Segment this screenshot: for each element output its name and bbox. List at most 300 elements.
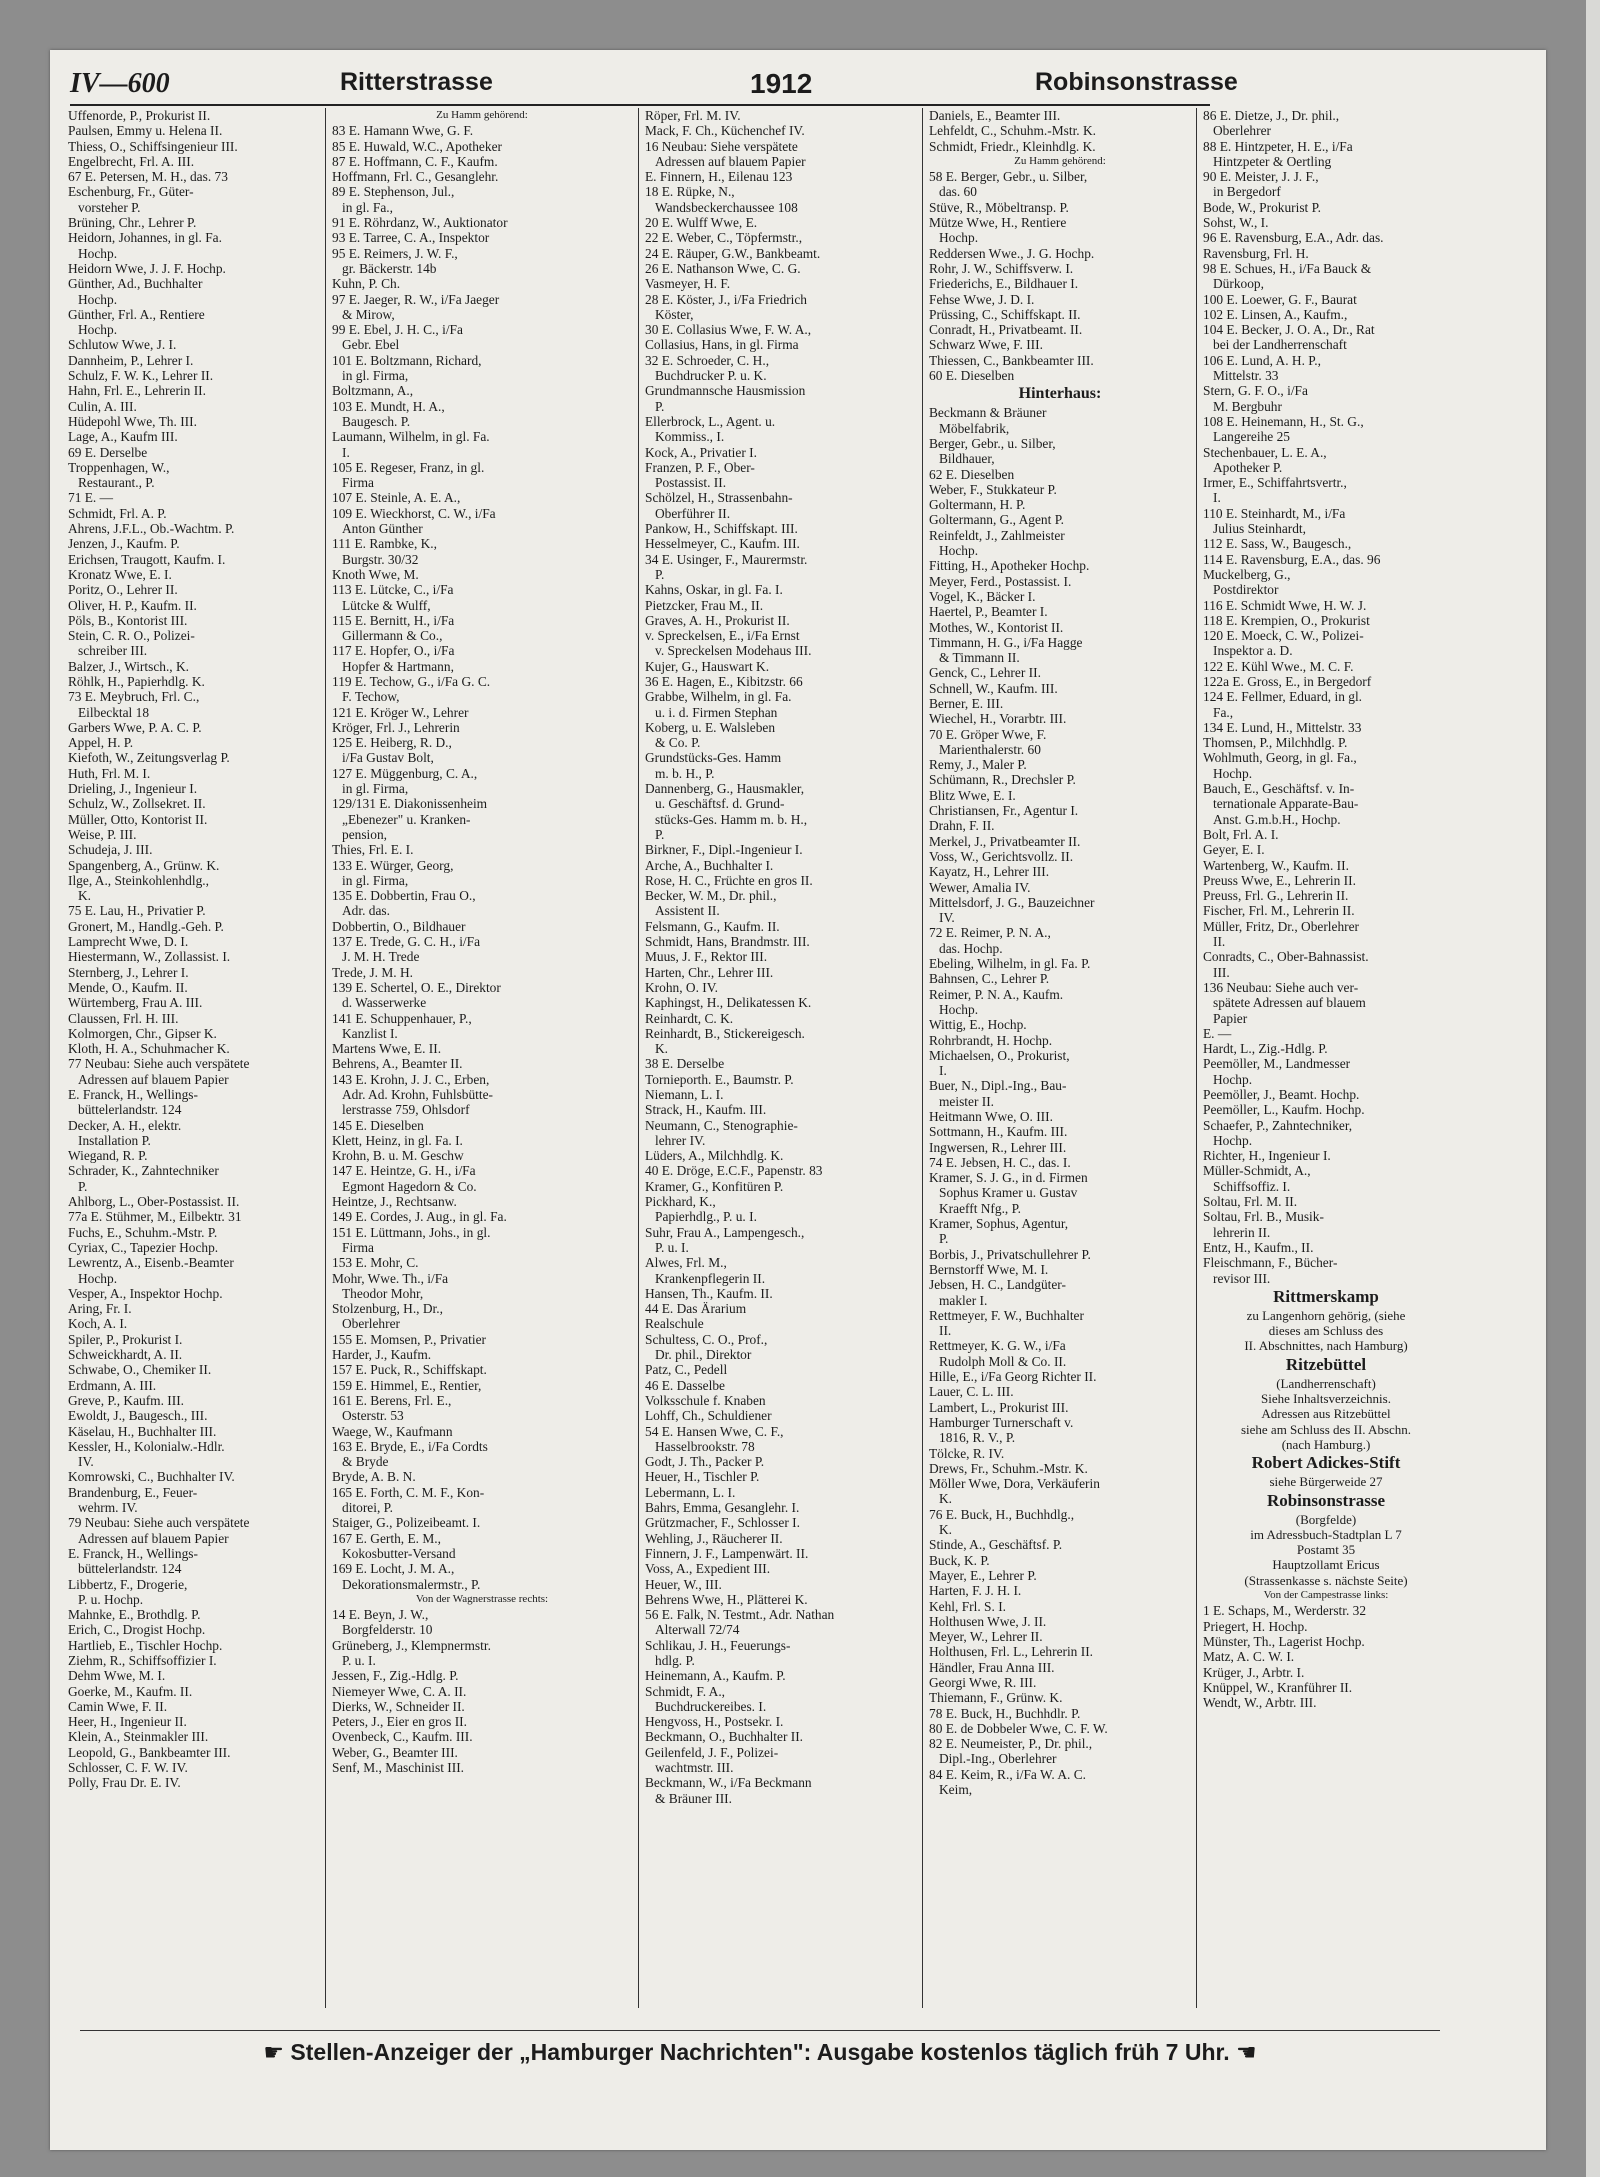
directory-entry: bei der Landherrenschaft <box>1213 337 1347 353</box>
directory-entry: I. <box>939 1063 947 1079</box>
directory-entry: Dekorationsmalermstr., P. <box>342 1576 481 1592</box>
directory-entry: Hesselmeyer, C., Kaufm. III. <box>645 536 800 552</box>
directory-entry: in gl. Firma, <box>342 781 409 797</box>
directory-entry: 56 E. Falk, N. Testmt., Adr. Nathan <box>645 1607 835 1623</box>
directory-entry: Ovenbeck, C., Kaufm. III. <box>332 1729 473 1745</box>
directory-entry: Müller, Fritz, Dr., Oberlehrer <box>1203 918 1360 934</box>
directory-entry: Borbis, J., Privatschullehrer P. <box>929 1246 1091 1262</box>
directory-entry: P. <box>655 566 665 582</box>
directory-entry: Jebsen, H. C., Landgüter- <box>929 1277 1066 1293</box>
section-note: dieses am Schluss des <box>1268 1323 1384 1339</box>
directory-entry: 26 E. Nathanson Wwe, C. G. <box>645 260 801 276</box>
directory-entry: Matz, A. C. W. I. <box>1203 1649 1295 1665</box>
directory-entry: Köster, <box>655 306 694 322</box>
directory-entry: Sohst, W., I. <box>1203 215 1269 231</box>
directory-entry: Realschule <box>645 1316 704 1332</box>
section-note: Von der Campestrasse links: <box>1263 1589 1389 1602</box>
page-header <box>70 64 1238 106</box>
directory-entry: pension, <box>342 826 388 842</box>
directory-entry: Brandenburg, E., Feuer- <box>68 1484 198 1500</box>
directory-entry: II. <box>1213 934 1226 950</box>
directory-entry: 71 E. — <box>68 490 114 506</box>
directory-entry: Spiler, P., Prokurist I. <box>68 1331 183 1347</box>
directory-entry: Anton Günther <box>342 521 423 537</box>
directory-entry: Culin, A. III. <box>68 398 137 414</box>
directory-entry: Dannenberg, G., Hausmakler, <box>645 781 805 797</box>
directory-entry: Adr. das. <box>342 903 390 919</box>
directory-entry: Rohrbrandt, H. Hochp. <box>929 1032 1053 1048</box>
section-note: siehe Bürgerweide 27 <box>1269 1474 1383 1490</box>
directory-entry: Kessler, H., Kolonialw.-Hdlr. <box>68 1438 225 1454</box>
directory-entry: Rudolph Moll & Co. II. <box>939 1353 1067 1369</box>
directory-entry: Felsmann, G., Kaufm. II. <box>645 918 780 934</box>
directory-entry: Niemann, L. I. <box>645 1087 724 1102</box>
directory-entry: Hengvoss, H., Postsekr. I. <box>645 1714 784 1730</box>
directory-entry: Papier <box>1213 1010 1248 1026</box>
directory-entry: Irmer, E., Schiffahrtsvertr., <box>1203 475 1347 491</box>
directory-entry: Volksschule f. Knaben <box>645 1392 766 1408</box>
directory-entry: Beckmann & Bräuner <box>929 405 1047 421</box>
directory-entry: Ahrens, J.F.L., Ob.-Wachtm. P. <box>68 521 235 537</box>
section-heading: Robinsonstrasse <box>1266 1490 1386 1510</box>
directory-entry: Buer, N., Dipl.-Ing., Bau- <box>929 1078 1067 1094</box>
directory-entry: Hochp. <box>939 1001 979 1017</box>
directory-entry: Leopold, G., Bankbeamter III. <box>68 1744 231 1760</box>
footer-ad <box>80 2030 1440 2066</box>
directory-entry: Kramer, G., Konfitüren P. <box>645 1178 784 1194</box>
directory-entry: Behrens, A., Beamter II. <box>332 1056 463 1072</box>
section-note: zu Langenhorn gehörig, (siehe <box>1246 1307 1406 1323</box>
scan-edge <box>1586 0 1600 2177</box>
directory-entry: Grundmannsche Hausmission <box>645 383 806 399</box>
directory-entry: Käselau, H., Buchhalter III. <box>68 1423 217 1439</box>
directory-entry: lehrerin II. <box>1213 1224 1271 1240</box>
section-heading: Hinterhaus: <box>1018 385 1102 403</box>
directory-entry: K. <box>78 888 92 904</box>
directory-entry: E. Finnern, H., Eilenau 123 <box>645 169 793 185</box>
directory-entry: 54 E. Hansen Wwe, C. F., <box>645 1423 784 1439</box>
directory-entry: 129/131 E. Diakonissenheim <box>332 796 488 812</box>
directory-entry: Niemeyer Wwe, C. A. II. <box>332 1683 467 1699</box>
directory-entry: Berger, Gebr., u. Silber, <box>929 435 1056 451</box>
directory-entry: Müller-Schmidt, A., <box>1203 1163 1311 1179</box>
directory-entry: meister II. <box>939 1093 995 1109</box>
directory-entry: & Timmann II. <box>939 650 1020 666</box>
directory-entry: Borgfelderstr. 10 <box>342 1622 433 1638</box>
directory-entry: Möller Wwe, Dora, Verkäuferin <box>929 1476 1100 1492</box>
directory-entry: Goltermann, H. P. <box>929 497 1026 513</box>
directory-entry: 143 E. Krohn, J. J. C., Erben, <box>332 1071 490 1087</box>
directory-entry: Geyer, E. I. <box>1203 842 1265 858</box>
directory-entry: 97 E. Jaeger, R. W., i/Fa Jaeger <box>332 291 500 307</box>
pointing-hand-icon: ☛ <box>263 2040 285 2066</box>
directory-entry: 111 E. Rambke, K., <box>332 536 437 552</box>
directory-entry: Assistent II. <box>655 903 720 919</box>
directory-entry: Peemöller, L., Kaufm. Hochp. <box>1203 1102 1365 1118</box>
directory-entry: Laumann, Wilhelm, in gl. Fa. <box>332 429 490 445</box>
directory-entry: i/Fa Gustav Bolt, <box>342 750 434 766</box>
directory-entry: Sottmann, H., Kaufm. III. <box>929 1124 1068 1140</box>
directory-entry: 74 E. Jebsen, H. C., das. I. <box>929 1154 1071 1170</box>
directory-entry: Ellerbrock, L., Agent. u. <box>645 413 776 429</box>
directory-entry: Kröger, Frl. J., Lehrerin <box>332 719 460 735</box>
directory-entry: 101 E. Boltzmann, Richard, <box>332 352 482 368</box>
directory-entry: Hahn, Frl. E., Lehrerin II. <box>68 383 206 399</box>
directory-entry: Beckmann, W., i/Fa Beckmann <box>645 1775 812 1791</box>
section-note: siehe am Schluss des II. Abschn. <box>1240 1421 1412 1437</box>
year: 1912 <box>750 68 813 99</box>
directory-entry: Hamburger Turnerschaft v. <box>929 1414 1074 1430</box>
directory-entry: Wittig, E., Hochp. <box>929 1017 1027 1033</box>
directory-entry: Heitmann Wwe, O. III. <box>929 1109 1053 1124</box>
directory-entry: 93 E. Tarree, C. A., Inspektor <box>332 230 490 246</box>
directory-entry: 105 E. Regeser, Franz, in gl. <box>332 459 485 475</box>
directory-entry: Koch, A. I. <box>68 1316 128 1332</box>
directory-entry: Vasmeyer, H. F. <box>645 276 731 292</box>
directory-entry: 122 E. Kühl Wwe., M. C. F. <box>1203 658 1354 674</box>
directory-entry: Mittelsdorf, J. G., Bauzeichner <box>929 894 1095 910</box>
directory-entry: Wehling, J., Räucherer II. <box>645 1530 783 1546</box>
directory-entry: Behrens Wwe, H., Plätterei K. <box>645 1591 808 1607</box>
directory-entry: Oliver, H. P., Kaufm. II. <box>68 597 197 613</box>
directory-entry: 24 E. Räuper, G.W., Bankbeamt. <box>645 245 821 261</box>
directory-entry: 165 E. Forth, C. M. F., Kon- <box>332 1484 485 1500</box>
section-note: II. Abschnittes, nach Hamburg) <box>1244 1338 1408 1354</box>
directory-entry: 113 E. Lütcke, C., i/Fa <box>332 582 454 598</box>
directory-entry: 141 E. Schuppenhauer, P., <box>332 1010 472 1026</box>
directory-entry: 100 E. Loewer, G. F., Baurat <box>1203 291 1357 307</box>
directory-entry: Thomsen, P., Milchhdlg. P. <box>1203 735 1348 751</box>
directory-entry: Reddersen Wwe., J. G. Hochp. <box>929 245 1095 261</box>
directory-entry: Bolt, Frl. A. I. <box>1203 826 1279 842</box>
directory-entry: Adressen auf blauem Papier <box>78 1071 229 1087</box>
directory-entry: Schaefer, P., Zahntechniker, <box>1203 1117 1353 1133</box>
directory-entry: Postdirektor <box>1213 582 1279 598</box>
directory-entry: Schudeja, J. III. <box>68 842 153 858</box>
directory-entry: Hochp. <box>78 245 118 261</box>
directory-entry: Erichsen, Traugott, Kaufm. I. <box>68 551 226 567</box>
directory-entry: Becker, W. M., Dr. phil., <box>645 888 777 904</box>
directory-entry: Gillermann & Co., <box>342 628 443 644</box>
directory-entry: 69 E. Derselbe <box>68 444 148 460</box>
directory-entry: 159 E. Himmel, E., Rentier, <box>332 1377 482 1393</box>
directory-entry: Papierhdlg., P. u. I. <box>655 1209 757 1225</box>
directory-entry: Jenzen, J., Kaufm. P. <box>68 536 180 552</box>
directory-entry: 16 Neubau: Siehe verspätete <box>645 138 798 154</box>
directory-entry: Hille, E., i/Fa Georg Richter II. <box>929 1369 1097 1385</box>
directory-entry: Bildhauer, <box>939 451 995 467</box>
directory-entry: 106 E. Lund, A. H. P., <box>1203 352 1321 368</box>
directory-entry: Koberg, u. E. Walsleben <box>645 719 776 735</box>
directory-entry: schreiber III. <box>78 643 148 659</box>
directory-entry: Oberführer II. <box>655 505 731 521</box>
directory-entry: F. Techow, <box>342 689 400 705</box>
directory-entry: Schwarz Wwe, F. III. <box>929 337 1043 353</box>
directory-entry: P. u. I. <box>655 1239 689 1255</box>
directory-entry: Peters, J., Eier en gros II. <box>332 1714 467 1730</box>
directory-entry: in gl. Firma, <box>342 872 409 888</box>
directory-entry: Gebr. Ebel <box>342 337 400 353</box>
directory-entry: Schmidt, Hans, Brandmstr. III. <box>645 934 810 950</box>
directory-entry: revisor III. <box>1213 1270 1271 1286</box>
directory-entry: ternationale Apparate-Bau- <box>1213 796 1359 812</box>
directory-entry: 145 E. Dieselben <box>332 1117 424 1133</box>
directory-entry: Hardt, L., Zig.-Hdlg. P. <box>1203 1041 1328 1057</box>
section-note: (Strassenkasse s. nächste Seite) <box>1244 1572 1408 1588</box>
directory-entry: M. Bergbuhr <box>1213 398 1282 414</box>
directory-entry: Schrader, K., Zahntechniker <box>68 1163 219 1179</box>
directory-entry: Finnern, J. F., Lampenwärt. II. <box>645 1545 809 1561</box>
directory-entry: Aring, Fr. I. <box>68 1301 132 1317</box>
directory-entry: P. <box>655 826 665 842</box>
directory-entry: Muus, J. F., Rektor III. <box>645 949 768 965</box>
directory-entry: 89 E. Stephenson, Jul., <box>332 184 455 200</box>
directory-entry: K. <box>939 1491 953 1507</box>
directory-entry: u. i. d. Firmen Stephan <box>655 704 778 720</box>
directory-entry: Günther, Frl. A., Rentiere <box>68 306 205 322</box>
directory-entry: Alterwall 72/74 <box>655 1622 740 1638</box>
directory-entry: 98 E. Schues, H., i/Fa Bauck & <box>1203 260 1372 276</box>
directory-entry: Buck, K. P. <box>929 1552 990 1568</box>
directory-entry: Peemöller, M., Landmesser <box>1203 1056 1351 1072</box>
directory-entry: Daniels, E., Beamter III. <box>929 108 1061 123</box>
directory-entry: IV. <box>78 1454 94 1470</box>
directory-entry: Heintze, J., Rechtsanw. <box>332 1194 457 1210</box>
directory-entry: Bahrs, Emma, Gesanglehr. I. <box>645 1500 800 1516</box>
directory-entry: makler I. <box>939 1292 988 1308</box>
directory-entry: 38 E. Derselbe <box>645 1056 725 1072</box>
directory-entry: Komrowski, C., Buchhalter IV. <box>68 1469 235 1485</box>
directory-entry: Mütze Wwe, H., Rentiere <box>929 215 1067 231</box>
directory-entry: P. u. Hochp. <box>78 1591 144 1607</box>
directory-entry: & Bräuner III. <box>655 1790 732 1806</box>
directory-entry: Hochp. <box>78 1270 118 1286</box>
directory-entry: Knüppel, W., Kranführer II. <box>1203 1679 1353 1695</box>
directory-entry: P. u. I. <box>342 1652 376 1668</box>
section-note: Adressen aus Ritzebüttel <box>1261 1406 1391 1422</box>
directory-entry: & Co. P. <box>655 735 701 751</box>
directory-entry: Conradts, C., Ober-Bahnassist. <box>1203 949 1369 965</box>
directory-entry: 124 E. Fellmer, Eduard, in gl. <box>1203 689 1363 705</box>
directory-entry: Hiestermann, W., Zollassist. I. <box>68 949 231 965</box>
directory-entry: vorsteher P. <box>78 199 141 215</box>
section-heading: Rittmerskamp <box>1273 1286 1379 1306</box>
directory-entry: Kokosbutter-Versand <box>342 1545 456 1561</box>
directory-entry: 95 E. Reimers, J. W. F., <box>332 245 458 261</box>
column-3 <box>638 108 920 2008</box>
directory-entry: Mende, O., Kaufm. II. <box>68 979 188 995</box>
directory-entry: I. <box>342 444 350 460</box>
directory-entry: lehrer IV. <box>655 1132 706 1148</box>
directory-entry: Würtemberg, Frau A. III. <box>68 995 203 1011</box>
section-note: Von der Wagnerstrasse rechts: <box>415 1592 549 1605</box>
directory-entry: „Ebenezer" u. Kranken- <box>342 811 471 827</box>
directory-entry: 115 E. Bernitt, H., i/Fa <box>332 612 455 628</box>
directory-entry: Installation P. <box>78 1132 151 1148</box>
directory-entry: E. Franck, H., Wellings- <box>68 1087 198 1102</box>
directory-entry: 116 E. Schmidt Wwe, H. W. J. <box>1203 597 1367 613</box>
directory-entry: Staiger, G., Polizeibeamt. I. <box>332 1515 481 1531</box>
directory-entry: J. M. H. Trede <box>342 949 420 965</box>
directory-entry: 109 E. Wieckhorst, C. W., i/Fa <box>332 505 496 521</box>
directory-entry: Bryde, A. B. N. <box>332 1469 416 1485</box>
directory-entry: Hochp. <box>1213 765 1253 781</box>
directory-entry: Haertel, P., Beamter I. <box>929 604 1048 620</box>
directory-entry: Günther, Ad., Buchhalter <box>68 276 203 292</box>
directory-entry: 32 E. Schroeder, C. H., <box>645 352 770 368</box>
directory-entry: Dehm Wwe, M. I. <box>68 1668 166 1684</box>
directory-entry: 70 E. Gröper Wwe, F. <box>929 726 1047 742</box>
directory-entry: Ravensburg, Frl. H. <box>1203 245 1309 261</box>
directory-entry: Suhr, Frau A., Lampengesch., <box>645 1224 805 1240</box>
directory-entry: Stern, G. F. O., i/Fa <box>1203 383 1308 399</box>
directory-entry: Buchdruckereibes. I. <box>655 1698 767 1714</box>
directory-entry: Balzer, J., Wirtsch., K. <box>68 658 190 674</box>
directory-entry: 28 E. Köster, J., i/Fa Friedrich <box>645 291 807 307</box>
directory-entry: 157 E. Puck, R., Schiffskapt. <box>332 1362 487 1378</box>
directory-entry: Fuchs, E., Schuhm.-Mstr. P. <box>68 1224 218 1240</box>
directory-entry: Pickhard, K., <box>645 1194 716 1210</box>
street-right-title: Robinsonstrasse <box>1035 68 1238 96</box>
directory-entry: in Bergedorf <box>1213 184 1281 200</box>
directory-entry: Hüdepohl Wwe, Th. III. <box>68 413 197 429</box>
directory-entry: Inspektor a. D. <box>1213 643 1293 659</box>
directory-entry: Spangenberg, A., Grünw. K. <box>68 857 220 873</box>
directory-entry: Wiechel, H., Vorarbtr. III. <box>929 711 1067 727</box>
directory-entry: Adr. Ad. Krohn, Fuhlsbütte- <box>342 1087 494 1102</box>
directory-entry: Kronatz Wwe, E. I. <box>68 566 172 582</box>
directory-entry: Ilge, A., Steinkohlenhdlg., <box>68 872 209 888</box>
directory-entry: 155 E. Momsen, P., Privatier <box>332 1331 486 1347</box>
directory-entry: 108 E. Heinemann, H., St. G., <box>1203 413 1364 429</box>
directory-entry: Schlosser, C. F. W. IV. <box>68 1760 188 1776</box>
directory-entry: das. Hochp. <box>939 940 1003 956</box>
directory-entry: 86 E. Dietze, J., Dr. phil., <box>1203 108 1340 123</box>
directory-entry: Mothes, W., Kontorist II. <box>929 619 1064 635</box>
directory-entry: Pöls, B., Kontorist III. <box>68 612 188 628</box>
directory-entry: I. <box>1213 490 1221 506</box>
directory-entry: Hintzpeter & Oertling <box>1213 153 1332 169</box>
directory-entry: Tölcke, R. IV. <box>929 1445 1005 1461</box>
directory-entry: 112 E. Sass, W., Baugesch., <box>1203 536 1352 552</box>
directory-entry: 30 E. Collasius Wwe, F. W. A., <box>645 322 812 338</box>
directory-entry: Vesper, A., Inspektor Hochp. <box>68 1285 223 1301</box>
directory-entry: Franzen, P. F., Ober- <box>645 459 755 475</box>
directory-entry: Decker, A. H., elektr. <box>68 1117 182 1133</box>
directory-entry: 20 E. Wulff Wwe, E. <box>645 215 758 231</box>
directory-entry: P. <box>655 398 665 414</box>
directory-entry: Ewoldt, J., Baugesch., III. <box>68 1408 208 1424</box>
directory-entry: Schmidt, Friedr., Kleinhdlg. K. <box>929 138 1096 154</box>
directory-entry: Hochp. <box>78 322 118 338</box>
directory-entry: Hartlieb, E., Tischler Hochp. <box>68 1637 223 1653</box>
directory-entry: II. <box>939 1323 952 1339</box>
directory-entry: 121 E. Kröger W., Lehrer <box>332 704 469 720</box>
directory-entry: hdlg. P. <box>655 1652 695 1668</box>
directory-entry: Apotheker P. <box>1213 459 1283 475</box>
directory-entry: Jessen, F., Zig.-Hdlg. P. <box>332 1668 459 1684</box>
directory-entry: 161 E. Berens, Frl. E., <box>332 1392 452 1408</box>
directory-entry: Timmann, H. G., i/Fa Hagge <box>929 634 1083 650</box>
directory-entry: Julius Steinhardt, <box>1213 521 1306 537</box>
directory-entry: Kraefft Nfg., P. <box>939 1200 1021 1216</box>
directory-entry: büttelerlandstr. 124 <box>78 1561 182 1577</box>
directory-entry: Hochp. <box>1213 1071 1253 1087</box>
section-note: Siehe Inhaltsverzeichnis. <box>1261 1391 1391 1407</box>
directory-entry: Wandsbeckerchaussee 108 <box>655 199 798 215</box>
directory-entry: u. Geschäftsf. d. Grund- <box>655 796 785 812</box>
directory-entry: 40 E. Dröge, E.C.F., Papenstr. 83 <box>645 1163 823 1179</box>
directory-entry: Sophus Kramer u. Gustav <box>939 1185 1078 1201</box>
directory-entry: Hochp. <box>939 230 979 246</box>
directory-entry: Kahns, Oskar, in gl. Fa. I. <box>645 582 783 598</box>
directory-entry: Rettmeyer, K. G. W., i/Fa <box>929 1338 1066 1354</box>
page-number: IV—600 <box>70 68 170 99</box>
directory-entry: Poritz, O., Lehrer II. <box>68 582 178 598</box>
footer-text: Stellen-Anzeiger der „Hamburger Nachrichten": Ausgabe kostenlos täglich früh 7 Uhr. <box>290 2039 1230 2065</box>
directory-entry: wachtmstr. III. <box>655 1760 734 1776</box>
directory-entry: 58 E. Berger, Gebr., u. Silber, <box>929 169 1088 185</box>
directory-entry: Krohn, O. IV. <box>645 979 719 995</box>
directory-entry: büttelerlandstr. 124 <box>78 1102 182 1118</box>
directory-entry: 77a E. Stühmer, M., Eilbektr. 31 <box>68 1209 242 1225</box>
directory-entry: Stein, C. R. O., Polizei- <box>68 628 195 644</box>
directory-entry: Schultess, C. O., Prof., <box>645 1331 768 1347</box>
directory-entry: Erich, C., Drogist Hochp. <box>68 1622 206 1638</box>
directory-entry: Dr. phil., Direktor <box>655 1347 752 1363</box>
directory-entry: Kuhn, P. Ch. <box>332 276 401 292</box>
directory-entry: 44 E. Das Ärarium <box>645 1301 747 1317</box>
directory-entry: Kommiss., I. <box>655 429 725 445</box>
directory-entry: Fa., <box>1213 704 1234 720</box>
directory-entry: Rettmeyer, F. W., Buchhalter <box>929 1307 1084 1323</box>
directory-entry: 110 E. Steinhardt, M., i/Fa <box>1203 505 1346 521</box>
directory-entry: Ahlborg, L., Ober-Postassist. II. <box>68 1194 240 1210</box>
directory-entry: Müller, Otto, Kontorist II. <box>68 811 208 827</box>
directory-entry: Weise, P. III. <box>68 826 137 842</box>
directory-entry: Voss, W., Gerichtsvollz. II. <box>929 848 1074 864</box>
directory-entry: Wiegand, R. P. <box>68 1148 148 1164</box>
directory-entry: Kanzlist I. <box>342 1025 398 1041</box>
directory-entry: Kiefoth, W., Zeitungsverlag P. <box>68 750 230 766</box>
directory-entry: 118 E. Krempien, O., Prokurist <box>1203 612 1370 628</box>
directory-entry: Holthusen, Frl. L., Lehrerin II. <box>929 1644 1093 1660</box>
directory-entry: 136 Neubau: Siehe auch ver- <box>1203 979 1359 995</box>
directory-entry: 147 E. Heintze, G. H., i/Fa <box>332 1163 476 1179</box>
directory-entry: Kloth, H. A., Schuhmacher K. <box>68 1041 230 1057</box>
directory-entry: Lamprecht Wwe, D. I. <box>68 934 189 950</box>
directory-entry: Grabbe, Wilhelm, in gl. Fa. <box>645 689 792 705</box>
directory-entry: Egmont Hagedorn & Co. <box>342 1178 477 1194</box>
directory-entry: Grützmacher, F., Schlosser I. <box>645 1515 800 1531</box>
directory-entry: Heidorn Wwe, J. J. F. Hochp. <box>68 260 226 276</box>
directory-entry: Lehfeldt, C., Schuhm.-Mstr. K. <box>929 123 1096 139</box>
directory-entry: v. Spreckelsen, E., i/Fa Ernst <box>645 628 800 644</box>
directory-entry: Camin Wwe, F. II. <box>68 1698 168 1714</box>
directory-entry: Lage, A., Kaufm III. <box>68 429 178 445</box>
directory-entry: Strack, H., Kaufm. III. <box>645 1102 767 1118</box>
directory-entry: Restaurant., P. <box>78 475 155 491</box>
directory-entry: Krankenpflegerin II. <box>655 1270 766 1286</box>
directory-entry: Rohr, J. W., Schiffsverw. I. <box>929 260 1074 276</box>
directory-entry: 34 E. Usinger, F., Maurermstr. <box>645 551 808 567</box>
directory-entry: Schiffsoffiz. I. <box>1213 1178 1291 1194</box>
directory-entry: 149 E. Cordes, J. Aug., in gl. Fa. <box>332 1209 507 1225</box>
directory-entry: E. — <box>1203 1025 1232 1041</box>
directory-entry: Oberlehrer <box>1213 123 1271 139</box>
directory-entry: Dipl.-Ing., Oberlehrer <box>939 1751 1057 1767</box>
directory-entry: 120 E. Moeck, C. W., Polizei- <box>1203 628 1364 644</box>
